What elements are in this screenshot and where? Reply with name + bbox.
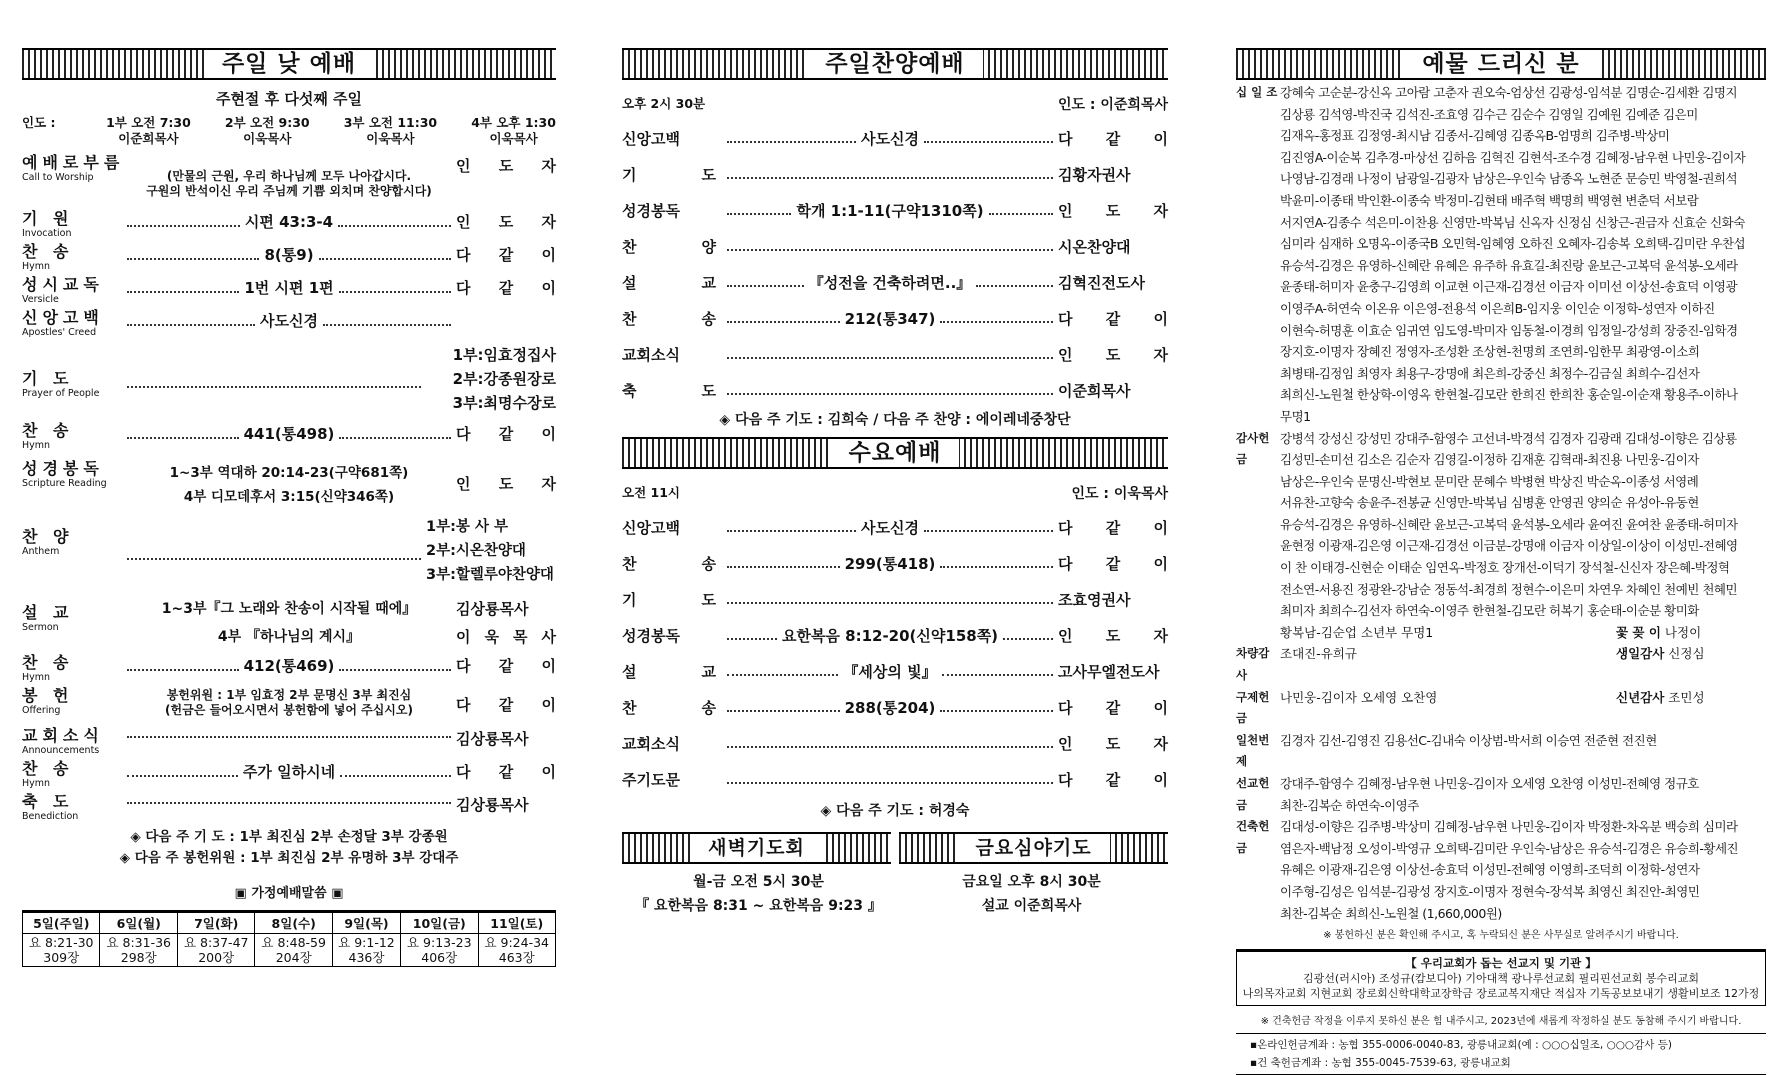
bank-accounts: ▪온라인헌금계좌 : 농협 355-0006-0040-83, 광릉내교회(예 : ○○○십일조, ○○○감사 등) ▪건 축헌금계좌 : 농협 355-0045-7539-63, 광릉내교회	[1236, 1033, 1766, 1075]
offering-group: 일천번제 김경자 김선-김영진 김용선C-김내숙 이상범-박서희 이승연 전준현 전진현	[1236, 730, 1766, 773]
donor-line: 강대주-함영수 김혜정-남우현 나민웅-김이자 오세영 오찬영 이성민-전혜영 정규호	[1280, 776, 1699, 791]
order-row: 성경봉독 학개 1:1-11(구약1310쪽) 인 도 자	[622, 201, 1168, 220]
donor-line: 최희신-노원철 한상학-이영옥 한현철-김모란 한희진 한희찬 홍순일-이순재 황용주-이하나	[1280, 387, 1738, 403]
donor-line: 박윤미-이종태 박인환-이종숙 박정미-김현태 배주혁 백명희 백영현 변춘덕 서보람	[1280, 192, 1699, 208]
next-week-offering: ◈ 다음 주 봉헌위원 : 1부 최진심 2부 유명하 3부 강대주	[119, 850, 459, 866]
donor-line: 유승석-김경은 유영하-신혜란 유혜은 유주하 유효길-최진랑 윤보근-고복덕 윤석봉-오세라	[1280, 257, 1738, 273]
order-row: 성경봉독 요한복음 8:12-20(신약158쪽) 인 도 자	[622, 626, 1168, 645]
offering-title: 예물 드리신 분	[1404, 50, 1597, 78]
sunday-worship-header	[22, 48, 556, 80]
donor-line: 김경자 김선-김영진 김용선C-김내숙 이상범-박서희 이승연 전준현 전진현	[1280, 732, 1657, 748]
order-hymn: 찬 송 Hymn 441(통498) 다 같 이	[22, 421, 556, 451]
praise-service-info: 오후 2시 30분 인도 : 이준희목사	[622, 96, 1168, 113]
donor-line: 김상룡 김석영-박진국 김석진-조효영 김수근 김순수 김영일 김예원 김예준 김은미	[1280, 106, 1698, 122]
praise-worship-title: 주일찬양예배	[807, 50, 982, 78]
wednesday-service-info: 오전 11시 인도 : 이욱목사	[622, 485, 1168, 502]
donor-line: 무명1	[1280, 408, 1311, 424]
praise-next-week: ◈ 다음 주 기도 : 김희숙 / 다음 주 찬양 : 에이레네중창단	[719, 412, 1071, 428]
order-offering: 봉 헌 Offering 봉헌위원 : 1부 임효정 2부 문명신 3부 최진심 (헌금은 들어오시면서 봉헌함에 넣어 주십시오) 다 같 이	[22, 686, 556, 717]
donor-line: 서유찬-고향숙 송윤주-전봉균 신영만-박복님 심병훈 안영권 양의순 유성아-유동현	[1280, 495, 1699, 511]
donor-line: 이현숙-허명훈 이효순 임귀연 임도영-박미자 임동철-이경희 임정일-강성희 장중진-임학경	[1280, 322, 1738, 338]
next-week-prayer: ◈ 다음 주 기 도 : 1부 최진심 2부 손정달 3부 강종원	[130, 829, 448, 845]
offering-group: 감사헌금 강병석 강성신 강성민 강대주-함영수 고선녀-박경석 김경자 김광래 김대성-이향은 김상룡 김성민-손미선 김소은 김순자 김영길-이정하 김재훈 김혁래-최진용 나민웅-김이자 남상은-우인숙 문명신-박현보 문미란 문혜수 박병현 박상진 박순옥-이종성 서영례 서유찬-고향숙 송윤주-전봉균 신영만-박복님 심병훈 안영권 양의순 유성아-유동현 유승석-김경은 유영하-신혜란 윤보근-고복덕 윤석봉-오세라 윤여진 윤여찬 윤종태-허미자 윤현정 이광재-김은영 이근재-김경선 이금분-강명애 이금자 이상일-이상이 이성민-전혜영 이 찬 이태경-신현순 이태순 임연옥-박정호 장개선-이덕기 장석철-신신자 장은혜-박정혁 전소연-서용진 정광완-강남순 정동석-최경희 정현수-이은미 차연우 차혜인 천예빈 천혜민 최미자 최희수-김선자 하연숙-이영주 한현철-김모란 허복기 홍순태-이순분 황미화	[1236, 428, 1766, 622]
order-hymn: 찬 송 Hymn 주가 일하시네 다 같 이	[22, 759, 556, 789]
donor-line: 강병석 강성신 강성민 강대주-함영수 고선녀-박경석 김경자 김광래 김대성-이향은 김상룡	[1280, 430, 1737, 446]
donor-line: 나영남-김경래 나정이 남광일-김광자 남상은-우인숙 남종옥 노현준 문승민 박영철-권희석	[1280, 171, 1738, 187]
order-row: 찬 양 시온찬양대	[622, 237, 1131, 256]
sunday-worship-title: 주일 낮 예배	[204, 50, 374, 78]
donor-line: 서지연A-김종수 석은미-이찬용 신영만-박복님 신옥자 신정심 신창근-권금자 신효순 신화숙	[1280, 214, 1745, 230]
donor-line: 유승석-김경은 유영하-신혜란 윤보근-고복덕 윤석봉-오세라 윤여진 윤여찬 윤종태-허미자	[1280, 516, 1738, 532]
donor-line: 최찬-김복순 최희신-노원철 (1,660,000원)	[1280, 905, 1502, 921]
prayer-meetings	[622, 832, 1168, 864]
offering-group: 건축헌금 김대성-이향은 김주병-박상미 김혜정-남우현 나민웅-김이자 박정환-차옥분 백승희 심미라 염은자-백남정 오성이-박영규 오희택-김미란 우인숙-남상은 유승석-김경은 유승희-황세진 유혜은 이광재-김은영 이상선-송효덕 이성민-전혜영 이영희-조덕희 이정학-성연자 이주형-김성은 임석분-김광성 장지호-이명자 정현숙-장석복 최영신 최진안-최영민 최찬-김복순 최희신-노원철 (1,660,000원)	[1236, 816, 1766, 924]
offering-group: 십 일 조 강혜숙 고순분-강신옥 고아람 고춘자 권오숙-엄상선 김광성-임석분 김명순-김세환 김명지 김상룡 김석영-박진국 김석진-조효영 김수근 김순수 김영일 김예원 김예준 김은미 김재옥-홍정표 김정영-최시남 김종서-김혜영 김종옥B-엄명희 김주병-박상미 김진영A-이순복 김추경-마상선 김하음 김혁진 김현석-조수경 김혜정-남우현 나민웅-김이자 나영남-김경래 나정이 남광일-김광자 남상은-우인숙 남종옥 노현준 문승민 박영철-권희석 박윤미-이종태 박인환-이종숙 박정미-김현태 배주혁 백명희 백영현 변춘덕 서보람 서지연A-김종수 석은미-이찬용 신영만-박복님 신옥자 신정심 신창근-권금자 신효순 신화숙 심미라 심재하 오명옥-이종국B 오민혁-임혜영 오하진 오혜자-김송복 오희택-김미란 우찬섭 유승석-김경은 유영하-신혜란 유혜은 유주하 유효길-최진랑 윤보근-고복덕 윤석봉-오세라 윤종태-허미자 윤충구-김영희 이교현 이근재-김경선 이금자 이미선 이상선-송효덕 이영광 이영주A-허연숙 이온유 이은영-전용석 이은희B-임지웅 이인순 이정학-성연자 이하진 이현숙-허명훈 이효순 임귀연 임도영-박미자 임동철-이경희 임정일-강성희 장중진-임학경 장지호-이명자 장혜진 정영자-조성환 조상현-천명희 조연희-임한무 최광영-이소희 최병태-김정임 최영자 최용구-강명애 최은희-강중신 최정수-김금실 최희수-김선자 최희신-노원철 한상학-이영옥 한현철-김모란 한희진 한희찬 홍순일-이순재 황용주-이하나 무명1	[1236, 82, 1766, 428]
donor-line: 최병태-김정임 최영자 최용구-강명애 최은희-강중신 최정수-김금실 최희수-김선자	[1280, 365, 1700, 381]
order-row: 설 교 『세상의 빛』 고사무엘전도사	[622, 662, 1160, 681]
building-note: ※ 건축헌금 작정을 이루지 못하신 분은 힘 내주시고, 2023년에 새롭게 작정하실 분도 동참해 주시기 바랍니다.	[1260, 1016, 1742, 1028]
donor-line: 유혜은 이광재-김은영 이상선-송효덕 이성민-전혜영 이영희-조덕희 이정학-성연자	[1280, 862, 1700, 878]
order-hymn: 찬 송 Hymn 412(통469) 다 같 이	[22, 653, 556, 683]
donor-line: 이영주A-허연숙 이온유 이은영-전용석 이은희B-임지웅 이인순 이정학-성연자 이하진	[1280, 300, 1715, 316]
order-announcements: 교회소식 Announcements 김상룡목사	[22, 726, 529, 756]
service-time: 2부 오전 9:30 이욱목사	[224, 115, 310, 146]
order-row: 교회소식 인 도 자	[622, 345, 1168, 364]
order-row: 설 교 『성전을 건축하려면..』 김혁진전도사	[622, 273, 1145, 292]
service-time: 1부 오전 7:30 이준희목사	[106, 115, 191, 146]
praise-worship-header	[622, 48, 1168, 80]
family-worship-table: 5일(주일) 6일(월) 7일(화) 8일(수) 9일(목) 10일(금) 11일(토) 요 8:21-30 309장 요 8:31-36 298장 요 8:37-47 200장 요 8:48-59 204장 요 9:1-12 436장 요 9:13-23 406장 요 9:24-34 463장	[22, 910, 556, 967]
donor-line: 심미라 심재하 오명옥-이종국B 오민혁-임혜영 오하진 오혜자-김송복 오희택-김미란 우찬섭	[1280, 236, 1746, 252]
donor-line: 김성민-손미선 김소은 김순자 김영길-이정하 김재훈 김혁래-최진용 나민웅-김이자	[1280, 452, 1699, 468]
order-hymn: 찬 송 Hymn 8(통9) 다 같 이	[22, 242, 556, 272]
order-prayer: 기 도 Prayer of People 1부:임효정집사 2부:강종원장로 3부:최명수장로	[22, 346, 556, 412]
order-row: 찬 송 299(통418) 다 같 이	[622, 554, 1168, 573]
offering-split-rows: 황복남-김순업 소년부 무명1 꽃 꽂 이 나정이 차량감사 조대진-유희규 생일감사 신정심 구제헌금 나민웅-김이자 오세영 오찬영 신년감사 조민성	[1236, 624, 1705, 726]
donor-line: 윤현정 이광재-김은영 이근재-김경선 이금분-강명애 이금자 이상일-이상이 이성민-전혜영	[1280, 538, 1738, 554]
donor-line: 김대성-이향은 김주병-박상미 김혜정-남우현 나민웅-김이자 박정환-차옥분 백승희 심미라	[1280, 819, 1738, 835]
order-row: 찬 송 212(통347) 다 같 이	[622, 309, 1168, 328]
donor-line: 최미자 최희수-김선자 하연숙-이영주 한현철-김모란 허복기 홍순태-이순분 황미화	[1280, 603, 1699, 619]
donor-line: 강혜숙 고순분-강신옥 고아람 고춘자 권오숙-엄상선 김광성-임석분 김명순-김세환 김명지	[1280, 85, 1738, 100]
order-invocation: 기 원 Invocation 시편 43:3-4 인 도 자	[22, 209, 556, 239]
order-row: 신앙고백 사도신경 다 같 이	[622, 518, 1168, 537]
times-label: 인도 :	[22, 115, 56, 130]
donor-line: 이 찬 이태경-신현순 이태순 임연옥-박정호 장개선-이덕기 장석철-신신자 장은혜-박정혁	[1280, 560, 1730, 576]
offering-list-2	[1236, 730, 1766, 924]
order-row: 축 도 이준희목사	[622, 381, 1131, 400]
service-time: 4부 오후 1:30 이욱목사	[471, 115, 556, 146]
order-sermon: 설 교 Sermon 1~3부『그 노래와 찬송이 시작될 때에』 4부 『하나님의 계시』 김상룡목사 이 욱 목 사	[22, 600, 556, 646]
service-time: 3부 오전 11:30 이욱목사	[343, 115, 438, 146]
praise-order-list	[622, 120, 1168, 408]
donor-line: 장지호-이명자 장혜진 정영자-조성환 조상현-천명희 조연희-임한무 최광영-이소희	[1280, 344, 1700, 360]
sunday-worship-column	[22, 48, 556, 967]
donor-line: 최찬-김복순 하연숙-이영주	[1280, 797, 1419, 813]
order-versicle: 성시교독 Versicle 1번 시편 1편 다 같 이	[22, 275, 556, 305]
donor-line: 윤종태-허미자 윤충구-김영희 이교현 이근재-김경선 이금자 이미선 이상선-송효덕 이영광	[1280, 279, 1738, 295]
order-anthem: 찬 양 Anthem 1부:봉 사 부 2부:시온찬양대 3부:할렐루야찬양대	[22, 519, 554, 583]
wednesday-order-list	[622, 509, 1168, 797]
liturgical-week: 주현절 후 다섯째 주일	[215, 90, 363, 108]
order-row: 찬 송 288(통204) 다 같 이	[622, 698, 1168, 717]
prayer-meetings-info: 월-금 오전 5시 30분 『 요한복음 8:31 ~ 요한복음 9:23 』 금요일 오후 8시 30분 설교 이준희목사	[635, 874, 1101, 914]
offering-column	[1236, 48, 1766, 1075]
donor-line: 이주형-김성은 임석분-김광성 장지호-이명자 정현숙-장석복 최영신 최진안-최영민	[1280, 883, 1700, 899]
wednesday-header	[622, 437, 1168, 469]
mission-box: 【 우리교회가 돕는 선교지 및 기관 】 김광선(러시아) 조성규(캄보디아) 기아대책 광나루선교회 필리핀선교회 봉수리교회 나의목자교회 지현교회 장로회신학대학교장학금 장로교복지재단 적십자 기독공보보내기 생활비보조 12가정	[1236, 949, 1766, 1006]
order-row: 교회소식 인 도 자	[622, 734, 1168, 753]
service-times	[22, 115, 556, 147]
dawn-prayer-header: 새벽기도회	[622, 832, 891, 864]
order-row: 기 도 조효영권사	[622, 590, 1131, 609]
family-worship-title: ▣ 가정예배말씀 ▣	[234, 886, 344, 901]
offering-note: ※ 봉헌하신 분은 확인해 주시고, 혹 누락되신 분은 사무실로 알려주시기 바랍니다.	[1323, 930, 1679, 942]
donor-line: 남상은-우인숙 문명신-박현보 문미란 문혜수 박병현 박상진 박순옥-이종성 서영례	[1280, 473, 1699, 489]
praise-worship-column	[622, 48, 1168, 918]
offering-group: 선교헌금 강대주-함영수 김혜정-남우현 나민웅-김이자 오세영 오찬영 이성민-전혜영 정규호 최찬-김복순 하연숙-이영주	[1236, 773, 1766, 816]
offering-list	[1236, 82, 1766, 622]
donor-line: 염은자-백남정 오성이-박영규 오희택-김미란 우인숙-남상은 유승석-김경은 유승희-황세진	[1280, 840, 1739, 856]
order-row: 신앙고백 사도신경 다 같 이	[622, 129, 1168, 148]
order-row: 기 도 김황자권사	[622, 165, 1131, 184]
wednesday-title: 수요예배	[831, 439, 960, 467]
wednesday-next-week: ◈ 다음 주 기도 : 허경숙	[820, 803, 970, 819]
donor-line: 김재옥-홍정표 김정영-최시남 김종서-김혜영 김종옥B-엄명희 김주병-박상미	[1280, 128, 1670, 144]
order-row: 주기도문 다 같 이	[622, 770, 1168, 789]
order-scripture: 성경봉독 Scripture Reading 1~3부 역대하 20:14-23(구약681쪽) 4부 디모데후서 3:15(신약346쪽) 인 도 자	[22, 459, 556, 505]
offering-header	[1236, 48, 1766, 80]
donor-line: 김진영A-이순복 김추경-마상선 김하음 김혁진 김현석-조수경 김혜정-남우현 나민웅-김이자	[1280, 149, 1746, 165]
donor-line: 전소연-서용진 정광완-강남순 정동석-최경희 정현수-이은미 차연우 차혜인 천예빈 천혜민	[1280, 581, 1738, 597]
order-benediction: 축 도 Benediction 김상룡목사	[22, 792, 529, 822]
friday-prayer-header: 금요심야기도	[899, 832, 1168, 864]
order-call-to-worship: 예배로부름 Call to Worship (만물의 근원, 우리 하나님께 모두 나아갑시다. 구원의 반석이신 우리 주님께 기쁨 외치며 찬양합시다) 인 도 자	[22, 153, 556, 198]
order-creed: 신앙고백 Apostles' Creed 사도신경	[22, 310, 556, 343]
